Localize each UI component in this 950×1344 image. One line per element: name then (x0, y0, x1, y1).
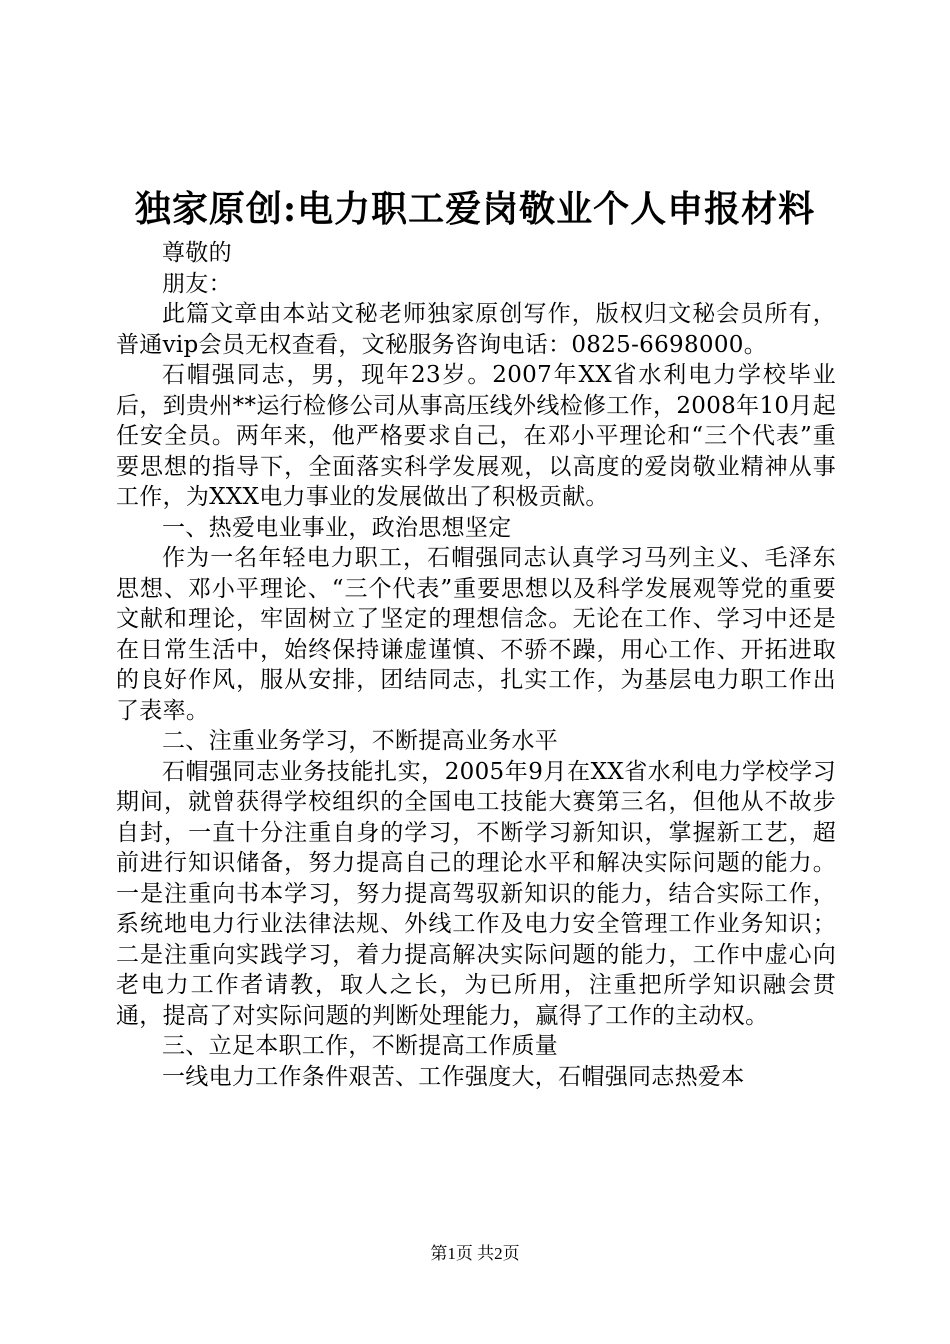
copyright-notice-paragraph: 此篇文章由本站文秘老师独家原创写作，版权归文秘会员所有，普通vip会员无权查看，文秘服务咨询电话：0825-6698000。 (116, 301, 836, 358)
section-heading-1: 一、热爱电业事业，政治思想坚定 (162, 514, 512, 541)
section-2-paragraph: 石帽强同志业务技能扎实，2005年9月在XX省水利电力学校学习期间，就曾获得学校组织的全国电工技能大赛第三名，但他从不故步自封，一直十分注重自身的学习，不断学习新知识，掌握新工艺，超前进行知识储备，努力提高自己的理论水平和解决实际问题的能力。一是注重向书本学习，努力提高驾驭新知识的能力，结合实际工作，系统地电力行业法律法规、外线工作及电力安全管理工作业务知识；二是注重向实践学习，着力提高解决实际问题的能力，工作中虚心向老电力工作者请教，取人之长，为已所用，注重把所学知识融会贯通，提高了对实际问题的判断处理能力，赢得了工作的主动权。 (116, 758, 836, 1029)
section-3-paragraph: 一线电力工作条件艰苦、工作强度大，石帽强同志热爱本 (162, 1063, 745, 1090)
intro-paragraph: 石帽强同志，男，现年23岁。2007年XX省水利电力学校毕业后，到贵州**运行检修公司从事高压线外线检修工作，2008年10月起任安全员。两年来，他严格要求自己，在邓小平理论和“三个代表”重要思想的指导下，全面落实科学发展观，以高度的爱岗敬业精神从事工作，为XXX电力事业的发展做出了积极贡献。 (116, 362, 836, 510)
section-1-paragraph: 作为一名年轻电力职工，石帽强同志认真学习马列主义、毛泽东思想、邓小平理论、“三个代表”重要思想以及科学发展观等党的重要文献和理论，牢固树立了坚定的理想信念。无论在工作、学习中还是在日常生活中，始终保持谦虚谨慎、不骄不躁，用心工作、开拓进取的良好作风，服从安排，团结同志，扎实工作，为基层电力职工作出了表率。 (116, 545, 836, 724)
section-heading-3: 三、立足本职工作，不断提高工作质量 (162, 1033, 559, 1059)
salutation-line-2: 朋友： (162, 270, 232, 297)
document-body (116, 238, 836, 1092)
page-footer: 第1页 共2页 (430, 1244, 520, 1263)
section-heading-2: 二、注重业务学习，不断提高业务水平 (162, 728, 559, 754)
document-title: 独家原创:电力职工爱岗敬业个人申报材料 (134, 188, 816, 230)
salutation-line-1: 尊敬的 (162, 240, 232, 266)
